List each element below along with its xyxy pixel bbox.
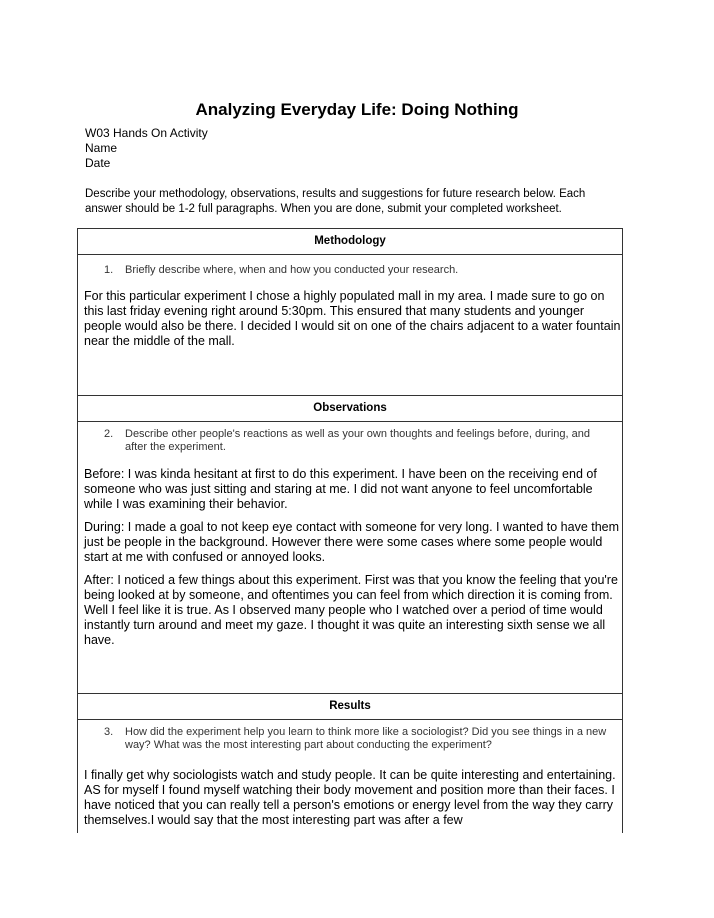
answer-paragraph: During: I made a goal to not keep eye contact with someone for very long. I wanted to have them just be people in the background. However there were some cases where some people would start at me with confused or annoyed looks. — [84, 520, 620, 564]
activity-label: W03 Hands On Activity — [85, 126, 208, 140]
observations-answer — [84, 467, 622, 656]
question-text: How did the experiment help you learn to think more like a sociologist? Did you see things in a new way? What was the most interesting part about conducting the experiment? — [125, 726, 607, 751]
date-label: Date — [85, 156, 111, 170]
question-number: 1. — [104, 264, 114, 276]
observations-header: Observations — [78, 395, 622, 422]
worksheet-table — [77, 228, 623, 833]
question-text: Briefly describe where, when and how you conducted your research. — [125, 264, 459, 276]
question-number: 3. — [104, 726, 114, 738]
answer-paragraph: For this particular experiment I chose a highly populated mall in my area. I made sure to go on this last friday evening right around 5:30pm. This ensured that many students and younger people would also be there. I decided I would sit on one of the chairs adjacent to a water fountain near the middle of the mall. — [84, 289, 621, 348]
results-answer — [84, 768, 622, 836]
document-title: Analyzing Everyday Life: Doing Nothing — [195, 100, 519, 119]
methodology-answer — [84, 289, 622, 357]
name-label: Name — [85, 141, 118, 155]
answer-paragraph: After: I noticed a few things about this experiment. First was that you know the feeling that you're being looked at by someone, and oftentimes you can feel from which direction it is coming from. Well I feel like it is true. As I observed many people who I watched over a period of time would instantly turn around and meet my gaze. I thought it was quite an interesting sixth sense we all have. — [84, 573, 618, 647]
answer-paragraph: Before: I was kinda hesitant at first to do this experiment. I have been on the receiving end of someone who was just sitting and staring at me. I did not want anyone to feel uncomfortable while I was examining their behavior. — [84, 467, 597, 511]
question-number: 2. — [104, 428, 114, 440]
question-text: Describe other people's reactions as well as your own thoughts and feelings before, during, and after the experiment. — [125, 428, 590, 453]
methodology-header: Methodology — [78, 229, 622, 255]
instructions-text: Describe your methodology, observations, results and suggestions for future research below. Each answer should be 1-2 full paragraphs. When you are done, submit your completed worksheet. — [85, 188, 586, 215]
answer-paragraph: I finally get why sociologists watch and study people. It can be quite interesting and entertaining. AS for myself I found myself watching their body movement and position more than their faces. I have noticed that you can really tell a person's emotions or energy level from the way they carry themselves.I would say that the most interesting part was after a few — [84, 768, 616, 827]
results-header: Results — [78, 693, 622, 720]
